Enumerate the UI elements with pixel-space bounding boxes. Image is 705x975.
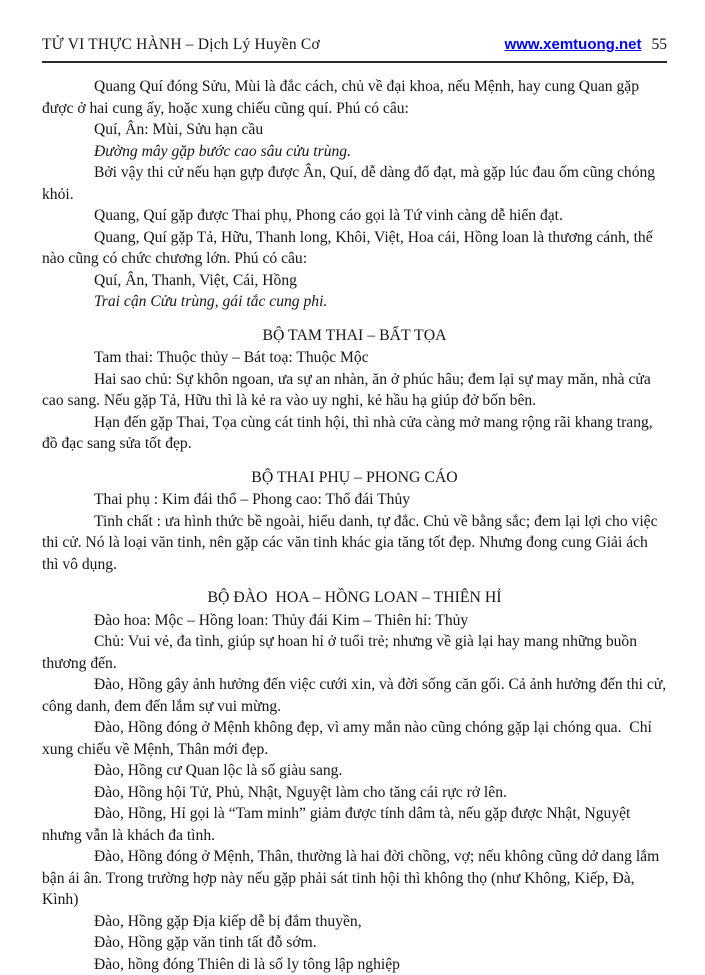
paragraph: Quí, Ân, Thanh, Việt, Cái, Hồng: [42, 270, 667, 292]
paragraph: Đào, Hồng gặp Địa kiếp dễ bị đắm thuyền,: [42, 911, 667, 933]
section-heading: BỘ THAI PHỤ – PHONG CÁO: [42, 467, 667, 489]
paragraph: Chủ: Vui vẻ, đa tình, giúp sự hoan hỉ ở tuổi trẻ; nhưng về già lại hay mang những buồn thương đến.: [42, 631, 667, 674]
paragraph: Đào, Hồng, Hỉ gọi là “Tam minh” giảm được tính dâm tà, nếu gặp được Nhật, Nguyệt nhưng vẫn là khách đa tình.: [42, 803, 667, 846]
section-heading: BỘ ĐÀO HOA – HỒNG LOAN – THIÊN HỈ: [42, 587, 667, 609]
paragraph: Quang, Quí gặp Tả, Hữu, Thanh long, Khôi, Việt, Hoa cái, Hồng loan là thương cánh, thế nào cũng có chức chương lớn. Phú có câu:: [42, 227, 667, 270]
paragraph: Đào, Hồng đóng ở Mệnh, Thân, thường là hai đời chồng, vợ; nếu không cũng dở dang lắm bận ái ân. Trong trường hợp này nếu gặp phải sát tinh hội thì không thọ (như Không, Kiếp, Đà, Kình): [42, 846, 667, 911]
paragraph: Bởi vậy thi cử nếu hạn gựp được Ân, Quí, dễ dàng đổ đạt, mà gặp lúc đau ốm cũng chóng khỏi.: [42, 162, 667, 205]
page-title: TỬ VI THỰC HÀNH – Dịch Lý Huyền Cơ: [42, 36, 320, 54]
section-heading: BỘ TAM THAI – BẤT TỌA: [42, 325, 667, 347]
paragraph: Quang, Quí gặp được Thai phụ, Phong cáo gọi là Tứ vinh càng dễ hiển đạt.: [42, 205, 667, 227]
content: [42, 76, 667, 975]
paragraph: Đào, hồng đóng Thiên di là số ly tông lập nghiệp: [42, 954, 667, 975]
page-number: 55: [652, 36, 668, 54]
paragraph: Hạn đến gặp Thai, Tọa cùng cát tinh hội, thì nhà cửa càng mở mang rộng rãi khang trang, đồ đạc sang sửa tốt đẹp.: [42, 412, 667, 455]
paragraph: Quí, Ân: Mùi, Sửu hạn cầu: [42, 119, 667, 141]
paragraph: Đường mây gặp bước cao sâu cửu trùng.: [42, 141, 667, 163]
page-header: [42, 36, 667, 54]
paragraph: Hai sao chủ: Sự khôn ngoan, ưa sự an nhàn, ăn ở phúc hâu; đem lại sự may măn, nhà cửa cao sang. Nếu gặp Tả, Hữu thì là kẻ ra vào uy nghi, kẻ hầu hạ giúp đở bốn bên.: [42, 369, 667, 412]
paragraph: Đào, Hồng cư Quan lộc là số giàu sang.: [42, 760, 667, 782]
header-divider: [42, 61, 667, 63]
header-right: [505, 36, 667, 54]
website-link[interactable]: www.xemtuong.net: [505, 36, 642, 53]
paragraph: Đào, Hồng gây ảnh hưởng đến việc cưới xin, và đời sống căn gối. Cả ảnh hưởng đến thi cử, công danh, đem đến lắm sự vui mừng.: [42, 674, 667, 717]
paragraph: Tinh chất : ưa hình thức bề ngoài, hiểu danh, tự đắc. Chủ về bằng sắc; đem lại lợi cho việc thi cử. Nó là loại văn tinh, nên gặp các văn tinh khác gia tăng tốt đẹp. Nhưng đong cung Giải ách thì vô dụng.: [42, 511, 667, 576]
paragraph: Đào hoa: Mộc – Hồng loan: Thủy đái Kim – Thiên hỉ: Thủy: [42, 610, 667, 632]
paragraph: Trai cận Cửu trùng, gái tắc cung phi.: [42, 291, 667, 313]
paragraph: Đào, Hồng đóng ở Mệnh không đẹp, vì amy mắn nào cũng chóng gặp lại chóng qua. Chỉ xung chiếu về Mệnh, Thân mới đẹp.: [42, 717, 667, 760]
paragraph: Tam thai: Thuộc thủy – Bát toạ: Thuộc Mộc: [42, 347, 667, 369]
paragraph: Đào, Hồng hội Tử, Phủ, Nhật, Nguyệt làm cho tăng cái rực rở lên.: [42, 782, 667, 804]
paragraph: Quang Quí đóng Sửu, Mùi là đắc cách, chủ về đại khoa, nếu Mệnh, hay cung Quan gặp được ở hai cung ấy, hoặc xung chiếu cũng quí. Phú có câu:: [42, 76, 667, 119]
paragraph: Thai phụ : Kim đái thổ – Phong cao: Thổ đái Thủy: [42, 489, 667, 511]
paragraph: Đào, Hồng gặp văn tinh tất đỗ sớm.: [42, 932, 667, 954]
